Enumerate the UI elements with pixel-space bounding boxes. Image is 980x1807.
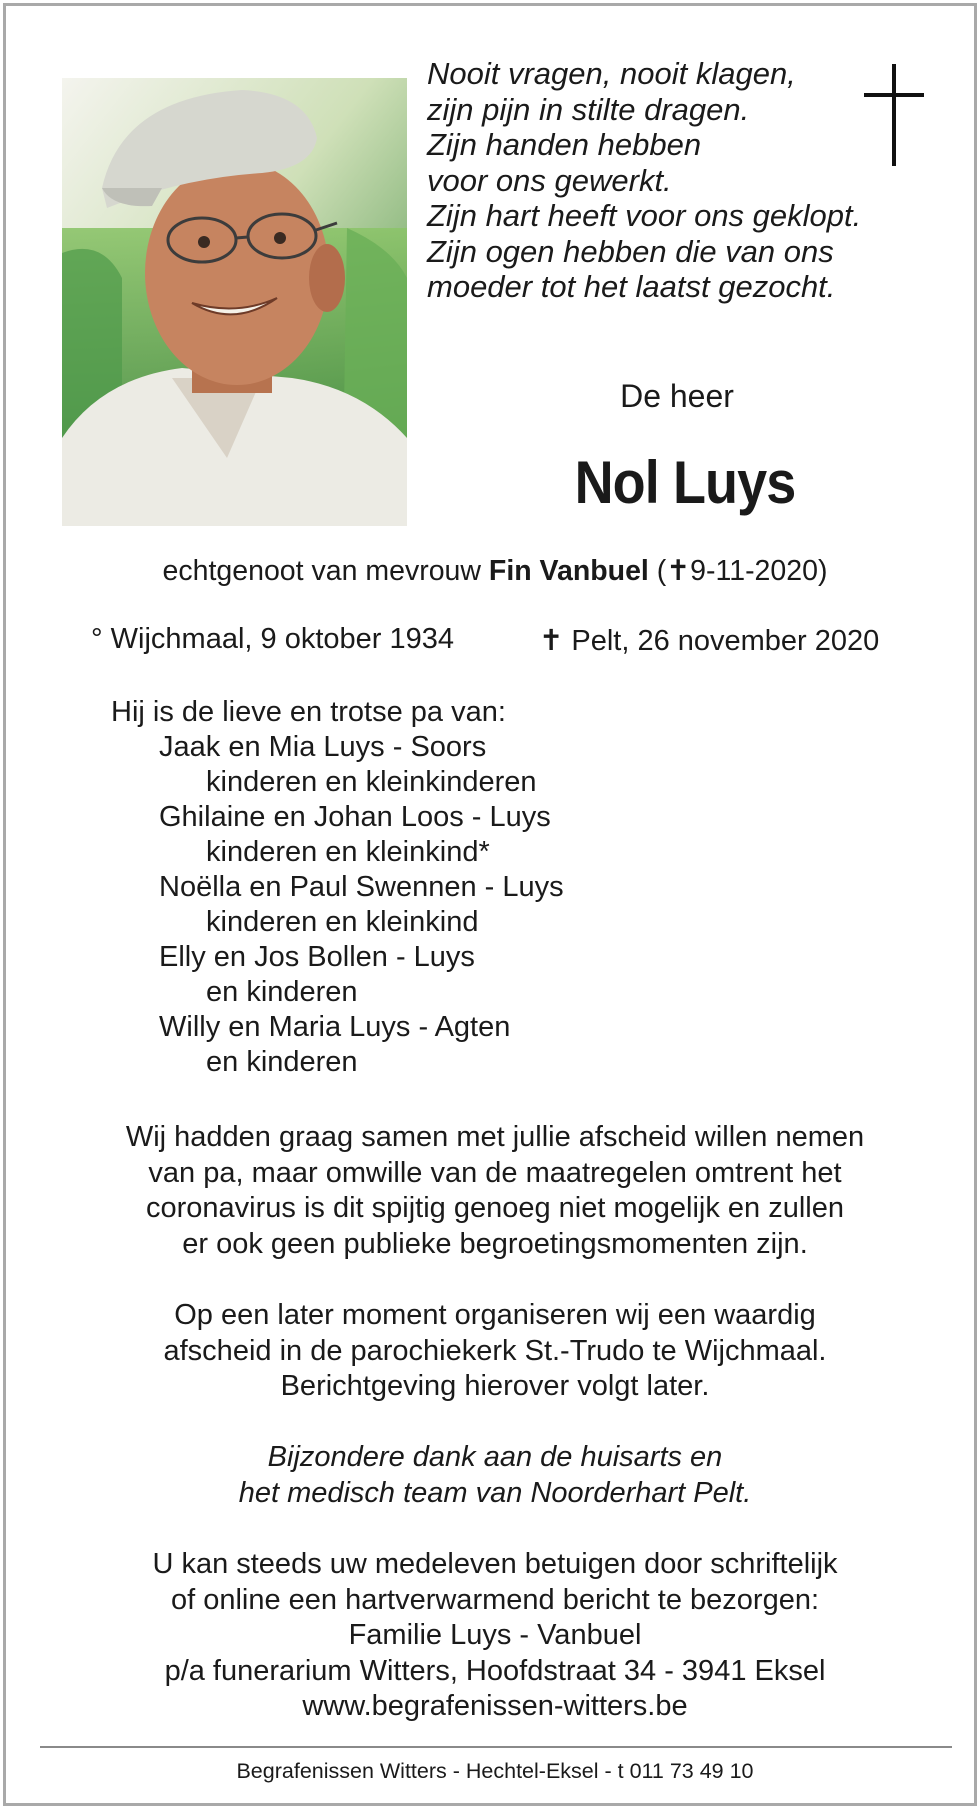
salutation: De heer [620,378,734,414]
poem-line: Zijn ogen hebben die van ons [427,233,834,269]
spouse-line [6,554,980,588]
portrait-photo [62,78,407,526]
poem-line: Zijn hart heeft voor ons geklopt. [427,198,862,233]
poem-line: Zijn handen hebben [427,127,702,162]
child-couple: Willy en Maria Luys - Agten [159,1011,511,1043]
memorial-poem [427,56,887,305]
child-descendants: en kinderen [206,976,358,1008]
thanks-line: Bijzondere dank aan de huisarts en [267,1441,723,1473]
child-couple: Ghilaine en Johan Loos - Luys [159,801,551,833]
footer-divider [40,1746,952,1748]
footer-text: Begrafenissen Witters - Hechtel-Eksel - t 011 73 49 10 [236,1759,754,1783]
spouse-name: Fin Vanbuel [488,555,649,587]
condolences-line: of online een hartverwarmend bericht te bezorgen: [170,1583,820,1616]
obituary-card [3,3,977,1806]
notice-line: van pa, maar omwille van de maatregelen omtrent het [148,1156,842,1189]
child-descendants: en kinderen [206,1046,358,1078]
cross-icon [864,64,924,166]
children-intro: Hij is de lieve en trotse pa van: [111,696,506,728]
notice-line: Wij hadden graag samen met jullie afscheid willen nemen [125,1121,865,1153]
spouse-death-date: (✝9-11-2020) [656,555,828,587]
child-couple: Noëlla en Paul Swennen - Luys [159,871,564,903]
corona-notice [6,1120,980,1262]
funeral-home-address: p/a funerarium Witters, Hoofdstraat 34 - 3941 Eksel [164,1654,826,1687]
child-descendants: kinderen en kleinkind* [206,836,490,868]
birth-date: ° Wijchmaal, 9 oktober 1934 [91,623,454,655]
spouse-prefix: echtgenoot van mevrouw [162,555,481,587]
farewell-line: Berichtgeving hierover volgt later. [280,1370,710,1402]
farewell-line: afscheid in de parochiekerk St.-Trudo te Wijchmaal. [163,1334,827,1367]
child-descendants: kinderen en kleinkind [206,906,479,938]
condolences-info [6,1547,980,1725]
notice-line: er ook geen publieke begroetingsmomenten zijn. [182,1227,808,1260]
child-couple: Jaak en Mia Luys - Soors [159,731,487,763]
farewell-line: Op een later moment organiseren wij een waardig [174,1299,816,1331]
later-farewell [6,1298,980,1405]
notice-line: coronavirus is dit spijtig genoeg niet mogelijk en zullen [146,1192,844,1224]
poem-line: voor ons gewerkt. [427,162,672,198]
condolences-line: U kan steeds uw medeleven betuigen door schriftelijk [152,1548,838,1580]
thanks-line: het medisch team van Noorderhart Pelt. [238,1476,752,1509]
poem-line: moeder tot het laatst gezocht. [427,269,836,304]
family-name: Familie Luys - Vanbuel [348,1619,642,1651]
poem-line: zijn pijn in stilte dragen. [427,91,750,127]
deceased-name: Nol Luys [574,449,796,516]
funeral-home-website: www.begrafenissen-witters.be [302,1690,688,1722]
child-couple: Elly en Jos Bollen - Luys [159,941,475,973]
poem-line: Nooit vragen, nooit klagen, [427,56,796,91]
death-date: ✝ Pelt, 26 november 2020 [539,625,880,657]
children-list [111,695,564,1080]
thanks-note [6,1440,980,1511]
child-descendants: kinderen en kleinkinderen [206,766,537,798]
